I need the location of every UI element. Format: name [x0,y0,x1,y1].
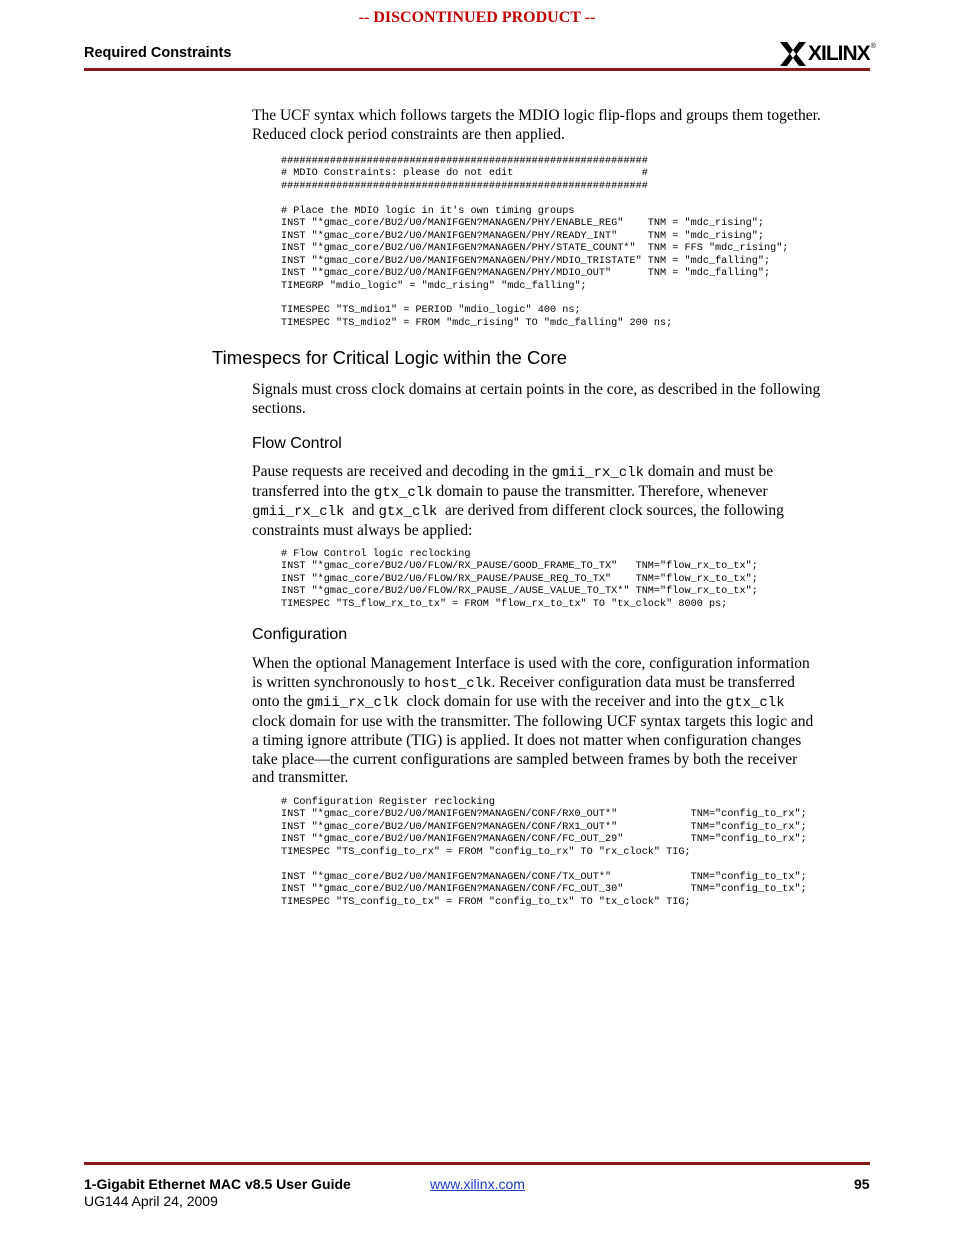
config-line-4: clock domain for use with the transmitter. The following UCF syntax targets this logic and [252,713,814,731]
intro-line-1: The UCF syntax which follows targets the MDIO logic flip-flops and groups them together. [252,107,821,124]
footer-rule [84,1162,870,1165]
xilinx-logo-mark-icon [780,42,806,66]
flow-text: and [344,502,379,520]
config-line-3 [252,693,872,713]
page-number: 95 [854,1176,870,1192]
signal-name: gmii_rx_clk [252,504,345,521]
flow-text: domain and must be [643,463,774,480]
config-line-5: a timing ignore attribute (TIG) is applied. It does not matter when configuration changes [252,731,802,749]
flow-control-heading: Flow Control [252,435,342,452]
config-text: is written synchronously to [252,673,425,691]
config-text: onto the [252,693,307,711]
configuration-code-block: # Configuration Register reclocking INST "*gmac_core/BU2/U0/MANIFGEN?MANAGEN/CONF/RX0_OUT*" TNM="config_to_rx"; INST "*gmac_core/BU2/U0/MANIFGEN?MANAGEN/CONF/RX1_OUT*" TNM="config_to_rx"; INST "*gmac_core/BU2/U0/MANIFGEN?MANAGEN/CONF/FC_OUT_29" TNM="config_to_rx"; TIMESPEC "TS_config_to_rx" = FROM "config_to_rx" TO "rx_clock" TIG; INST "*gmac_core/BU2/U0/MANIFGEN?MANAGEN/CONF/TX_OUT*" TNM="config_to_tx"; INST "*gmac_core/BU2/U0/MANIFGEN?MANAGEN/CONF/FC_OUT_30" TNM="config_to_tx"; TIMESPEC "TS_config_to_tx" = FROM "config_to_tx" TO "tx_clock" TIG; [281,797,807,908]
flow-control-paragraph [252,463,872,541]
signal-name: gtx_clk [378,504,438,521]
flow-text: domain to pause the transmitter. Therefore, whenever [432,482,768,500]
registered-mark: ® [870,42,876,50]
timespecs-paragraph [252,381,872,418]
flow-text: are derived from different clock sources, the following [437,502,784,520]
flow-control-code-block: # Flow Control logic reclocking INST "*gmac_core/BU2/U0/FLOW/RX_PAUSE/GOOD_FRAME_TO_TX" TNM="flow_rx_to_tx"; INST "*gmac_core/BU2/U0/FLOW/RX_PAUSE/PAUSE_REQ_TO_TX" TNM="flow_rx_to_tx"; INST "*gmac_core/BU2/U0/FLOW/RX_PAUSE_/AUSE_VALUE_TO_TX*" TNM="flow_rx_to_tx"; TIMESPEC "TS_flow_rx_to_tx" = FROM "flow_rx_to_tx" TO "tx_clock" 8000 ps; [281,549,758,610]
discontinued-banner: -- DISCONTINUED PRODUCT -- [358,9,596,26]
timespecs-heading: Timespecs for Critical Logic within the Core [212,347,568,368]
configuration-paragraph [252,655,872,788]
xilinx-logo [780,40,876,68]
config-text: clock domain for use with the receiver and into the [398,693,726,711]
signal-name: gtx_clk [373,484,433,501]
footer-document-title: 1-Gigabit Ethernet MAC v8.5 User Guide [84,1176,351,1192]
mdio-code-block: ############################################################ # MDIO Constraints: please do not edit # ############################################################ # Place the MDIO logic in it's own timing groups INST "*gmac_core/BU2/U0/MANIFGEN?MANAGEN/PHY/ENABLE_REG" TNM = "mdc_rising"; INST "*gmac_core/BU2/U0/MANIFGEN?MANAGEN/PHY/READY_INT" TNM = "mdc_rising"; INST "*gmac_core/BU2/U0/MANIFGEN?MANAGEN/PHY/STATE_COUNT*" TNM = FFS "mdc_rising"; INST "*gmac_core/BU2/U0/MANIFGEN?MANAGEN/PHY/MDIO_TRISTATE" TNM = "mdc_falling"; INST "*gmac_core/BU2/U0/MANIFGEN?MANAGEN/PHY/MDIO_OUT" TNM = "mdc_falling"; TIMEGRP "mdio_logic" = "mdc_rising" "mdc_falling"; TIMESPEC "TS_mdio1" = PERIOD "mdio_logic" 400 ns; TIMESPEC "TS_mdio2" = FROM "mdc_rising" TO "mdc_falling" 200 ns; [281,156,789,329]
intro-paragraph [252,107,872,144]
config-line-7: and transmitter. [252,769,349,787]
signal-name: host_clk [424,675,492,692]
flow-line-4: constraints must always be applied: [252,522,473,540]
config-line-1: When the optional Management Interface is used with the core, configuration information [252,655,810,672]
header-rule [84,68,870,71]
config-line-2 [252,674,872,694]
running-header: Required Constraints [84,45,232,61]
footer-document-id: UG144 April 24, 2009 [84,1193,218,1209]
flow-line-2 [252,483,872,503]
timespecs-line-1: Signals must cross clock domains at certain points in the core, as described in the following [252,381,821,398]
signal-name: gmii_rx_clk [306,695,399,712]
intro-line-2: Reduced clock period constraints are then applied. [252,125,565,143]
logo-wordmark: XILINX [808,42,870,65]
footer-website-link[interactable]: www.xilinx.com [430,1176,525,1192]
config-text: . Receiver configuration data must be transferred [491,673,795,691]
signal-name: gtx_clk [725,695,785,712]
flow-text: transferred into the [252,482,374,500]
signal-name: gmii_rx_clk [551,465,644,481]
flow-line-1 [252,463,872,483]
configuration-heading: Configuration [252,626,348,643]
config-line-6: take place—the current configurations are sampled between frames by both the receiver [252,750,798,768]
timespecs-line-2: sections. [252,399,306,417]
flow-line-3 [252,502,872,522]
flow-text: Pause requests are received and decoding in the [252,463,552,480]
